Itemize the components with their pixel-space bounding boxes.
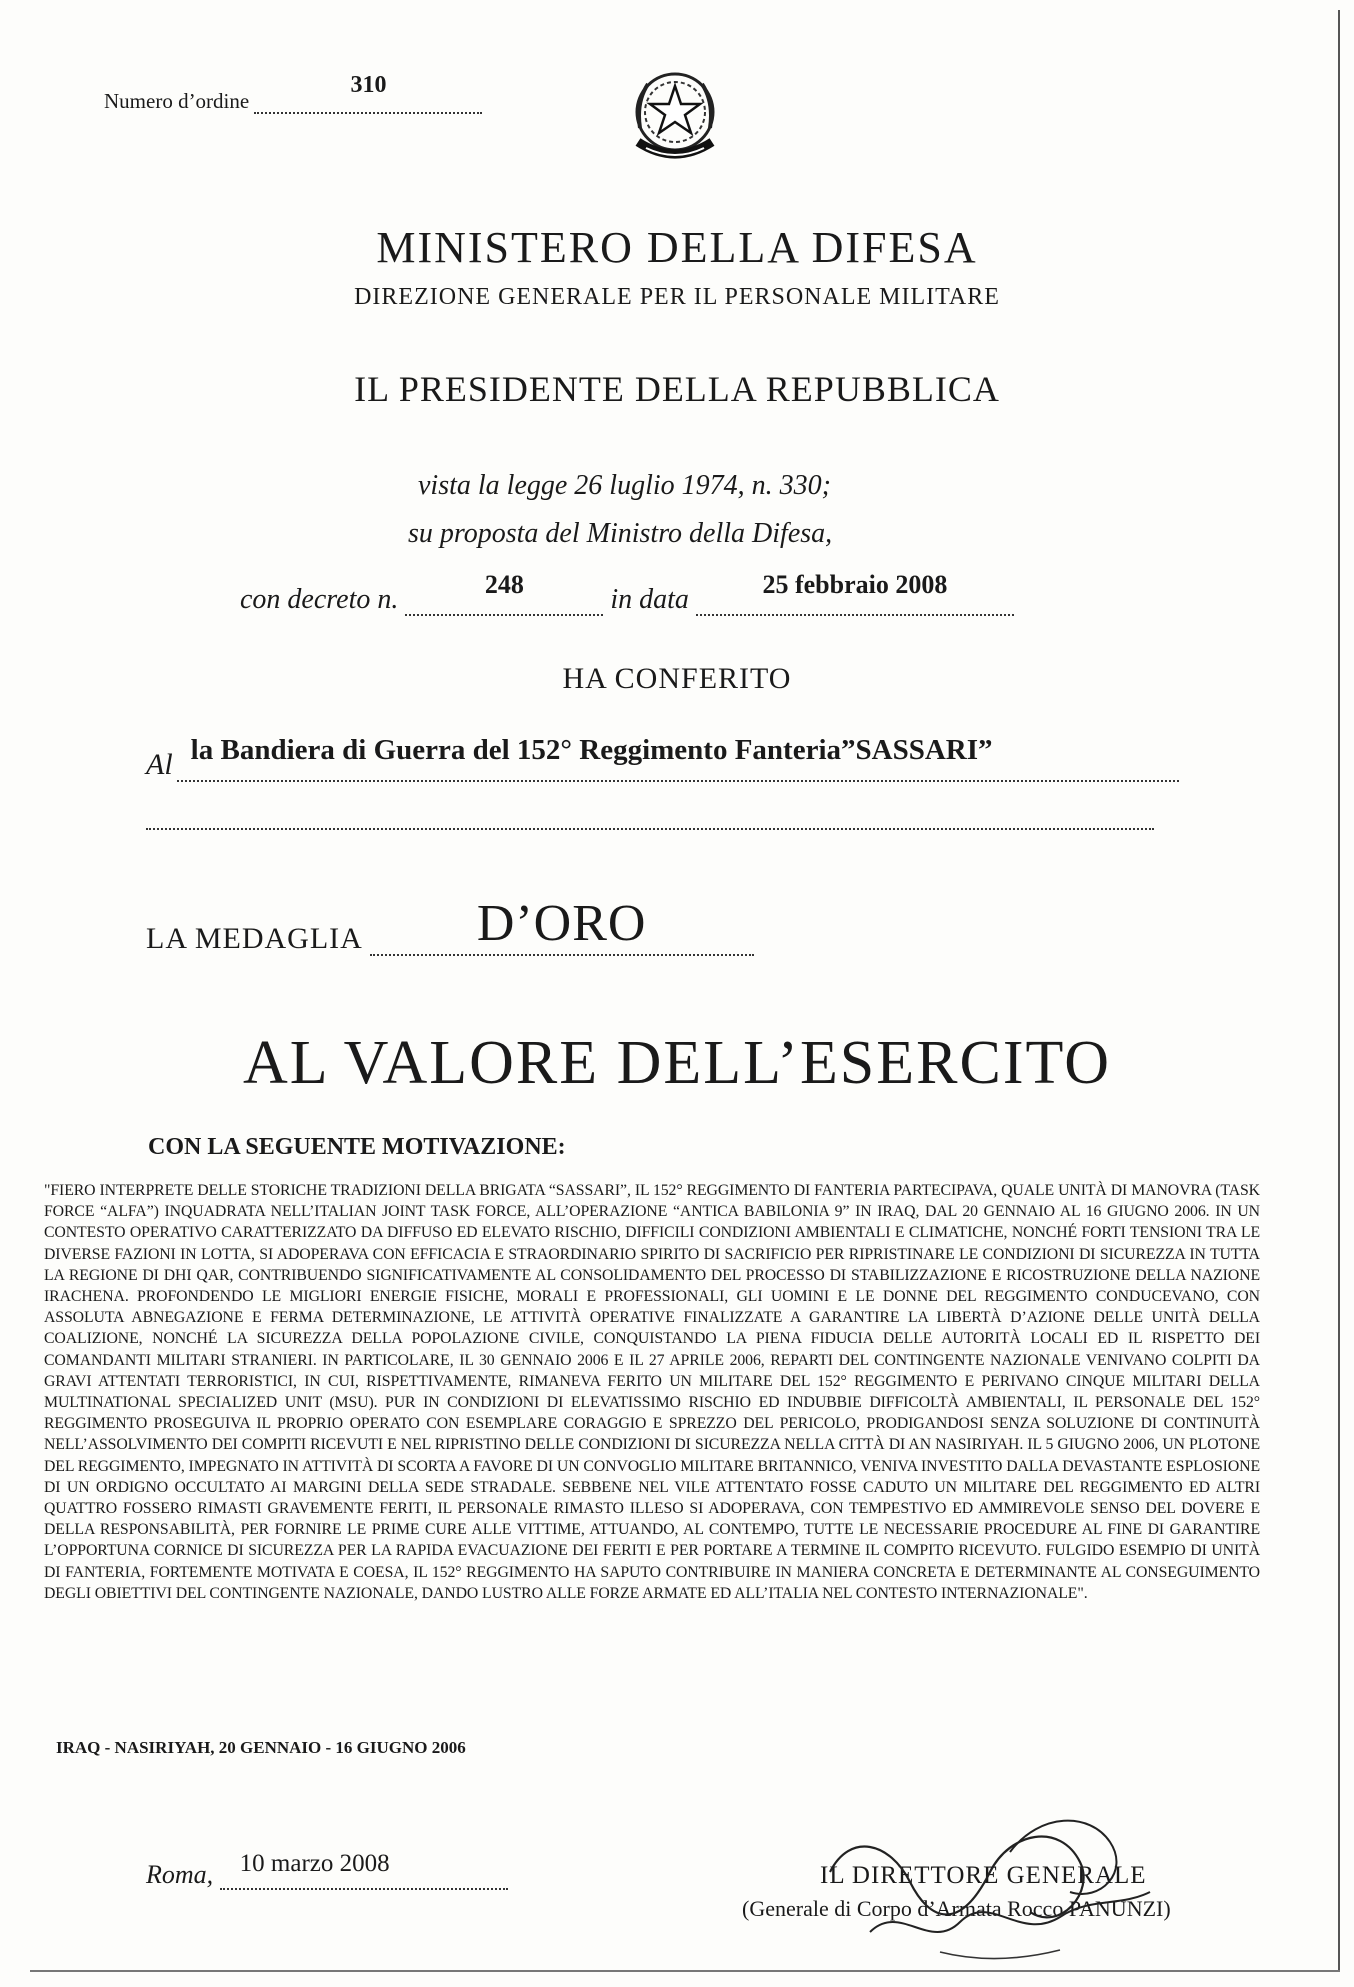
medal-grade: D’ORO: [476, 895, 647, 952]
page-edge: [30, 1970, 1340, 1972]
closing-place-date: [146, 1850, 508, 1890]
medal-title: AL VALORE DELL’ESERCITO: [242, 1029, 1112, 1097]
proposal-line: su proposta del Ministro della Difesa,: [408, 518, 833, 549]
medal-line: [146, 895, 754, 956]
decree-date: 25 febbraio 2008: [762, 570, 948, 599]
decree-number: 248: [484, 570, 524, 599]
decree-line: [240, 570, 1014, 616]
order-number: [104, 72, 482, 114]
recipient-prefix: Al: [146, 748, 173, 781]
recipient-field: [177, 734, 1179, 782]
closing-place: Roma,: [146, 1860, 214, 1889]
handwritten-signature-icon: [760, 1812, 1230, 1970]
motivation-place-dates: IRAQ - NASIRIYAH, 20 GENNAIO - 16 GIUGNO 2006: [56, 1738, 466, 1757]
signer-title: IL DIRETTORE GENERALE: [820, 1862, 1147, 1889]
order-number-value: 310: [350, 72, 387, 98]
order-number-label: Numero d’ordine: [104, 89, 250, 113]
blank-dotted-line: [146, 828, 1154, 830]
law-reference: vista la legge 26 luglio 1974, n. 330;: [418, 470, 831, 501]
medal-grade-field: [370, 895, 754, 956]
president-title: IL PRESIDENTE DELLA REPUBBLICA: [354, 369, 1000, 409]
order-number-field: [254, 72, 482, 114]
closing-date: 10 marzo 2008: [239, 1850, 390, 1877]
decree-number-field: [405, 570, 603, 616]
motivation-text: "FIERO INTERPRETE DELLE STORICHE TRADIZIONI DELLA BRIGATA “SASSARI”, IL 152° REGGIMENTO DI FANTERIA PARTECIPAVA, QUALE UNITÀ DI MANOVRA (TASK FORCE “ALFA”) INQUADRATA NELL’ITALIAN JOINT TASK FORCE, ALL’OPERAZIONE “ANTICA BABILONIA 9” IN IRAQ, DAL 20 GENNAIO AL 16 GIUGNO 2006. IN UN CONTESTO OPERATIVO CARATTERIZZATO DA DIFFUSO ED ELEVATO RISCHIO, DIFFICILI CONDIZIONI AMBIENTALI E CLIMATICHE, NONCHÉ FORTI TENSIONI TRA LE DIVERSE FAZIONI IN LOTTA, SI ADOPERAVA CON EFFICACIA E STRAORDINARIO SPIRITO DI SACRIFICIO PER RIPRISTINARE LE CONDIZIONI DI SICUREZZA IN TUTTA LA REGIONE DI DHI QAR, CONTRIBUENDO SIGNIFICATIVAMENTE AL CONSOLIDAMENTO DEL PROCESSO DI STABILIZZAZIONE E RICOSTRUZIONE DELLA NAZIONE IRACHENA. PROFONDENDO LE MIGLIORI ENERGIE FISICHE, MORALI E PROFESSIONALI, GLI UOMINI E LE DONNE DEL REGGIMENTO CONDUCEVANO, CON ASSOLUTA ABNEGAZIONE E FERMA DETERMINAZIONE, LE ATTIVITÀ OPERATIVE FINALIZZATE A GARANTIRE LA LIBERTÀ D’AZIONE DELLE UNITÀ DELLA COALIZIONE, NONCHÉ LA SICUREZZA DELLA POPOLAZIONE CIVILE, CONQUISTANDO LA PIENA FIDUCIA DELLE AUTORITÀ LOCALI ED IL RISPETTO DEI COMANDANTI MILITARI STRANIERI. IN PARTICOLARE, IL 30 GENNAIO 2006 E IL 27 APRILE 2006, REPARTI DEL CONTINGENTE NAZIONALE VENIVANO COLPITI DA GRAVI ATTENTATI TERRORISTICI, IN CUI, RISPETTIVAMENTE, RIMANEVA FERITO UN MILITARE DEL 152° REGGIMENTO E PERIVANO CINQUE MILITARI DELLA MULTINATIONAL SPECIALIZED UNIT (MSU). PUR IN CONDIZIONI DI ELEVATISSIMO RISCHIO ED INDUBBIE DIFFICOLTÀ AMBIENTALI, IL PERSONALE DEL 152° REGGIMENTO PROSEGUIVA IL PROPRIO OPERATO CON ESEMPLARE CORAGGIO E SPREZZO DEL PERICOLO, PRODIGANDOSI SENZA SOLUZIONE DI CONTINUITÀ NELL’ASSOLVIMENTO DEI COMPITI RICEVUTI E NEL RIPRISTINO DELLE CONDIZIONI DI SICUREZZA NELLA CITTÀ DI AN NASIRIYAH. IL 5 GIUGNO 2006, UN PLOTONE DEL REGGIMENTO, IMPEGNATO IN ATTIVITÀ DI SCORTA A FAVORE DI UN CONVOGLIO MILITARE BRITANNICO, VENIVA INVESTITO DALLA DEVASTANTE ESPLOSIONE DI UN ORDIGNO OCCULTATO AI MARGINI DELLA SEDE STRADALE. SEBBENE NEL VILE ATTENTATO FOSSE CADUTO UN MILITARE DEL REGGIMENTO ED ALTRI QUATTRO FOSSERO RIMASTI GRAVEMENTE FERITI, IL PERSONALE RIMASTO ILLESO SI ADOPERAVA, CON TEMPESTIVO ED AMMIREVOLE SENSO DEL DOVERE E DELLA RESPONSABILITÀ, PER FORNIRE LE PRIME CURE ALLE VITTIME, ATTUANDO, AL CONTEMPO, TUTTE LE NECESSARIE PROCEDURE AL FINE DI GARANTIRE L’OPPORTUNA CORNICE DI SICUREZZA PER LA RAPIDA EVACUAZIONE DEI FERITI E PER PORTARE A TERMINE IL COMPITO RICEVUTO. FULGIDO ESEMPIO DI UNITÀ DI FANTERIA, FORTEMENTE MOTIVATA E COESA, IL 152° REGGIMENTO HA SAPUTO CONTRIBUIRE IN MANIERA CONCRETA E DETERMINANTE AL CONSEGUIMENTO DEGLI OBIETTIVI DEL CONTINGENTE NAZIONALE, DANDO LUSTRO ALLE FORZE ARMATE ED ALL’ITALIA NEL CONTESTO INTERNAZIONALE".: [44, 1182, 1260, 1602]
motivation-heading: CON LA SEGUENTE MOTIVAZIONE:: [148, 1134, 566, 1160]
date-label: in data: [610, 584, 689, 615]
decree-label: con decreto n.: [240, 584, 399, 615]
closing-date-field: [220, 1850, 508, 1890]
directorate-title: DIREZIONE GENERALE PER IL PERSONALE MILITARE: [354, 284, 1000, 310]
recipient-name: la Bandiera di Guerra del 152° Reggimento Fanteria”SASSARI”: [190, 734, 993, 766]
recipient-line: [146, 734, 1179, 782]
signer-name: (Generale di Corpo d’Armata Rocco PANUNZI): [742, 1896, 1171, 1921]
decree-date-field: [696, 570, 1014, 616]
conferred-heading: HA CONFERITO: [562, 662, 792, 695]
medal-label: LA MEDAGLIA: [146, 922, 362, 955]
ministry-title: MINISTERO DELLA DIFESA: [376, 223, 978, 272]
republic-emblem-icon: [626, 62, 724, 174]
